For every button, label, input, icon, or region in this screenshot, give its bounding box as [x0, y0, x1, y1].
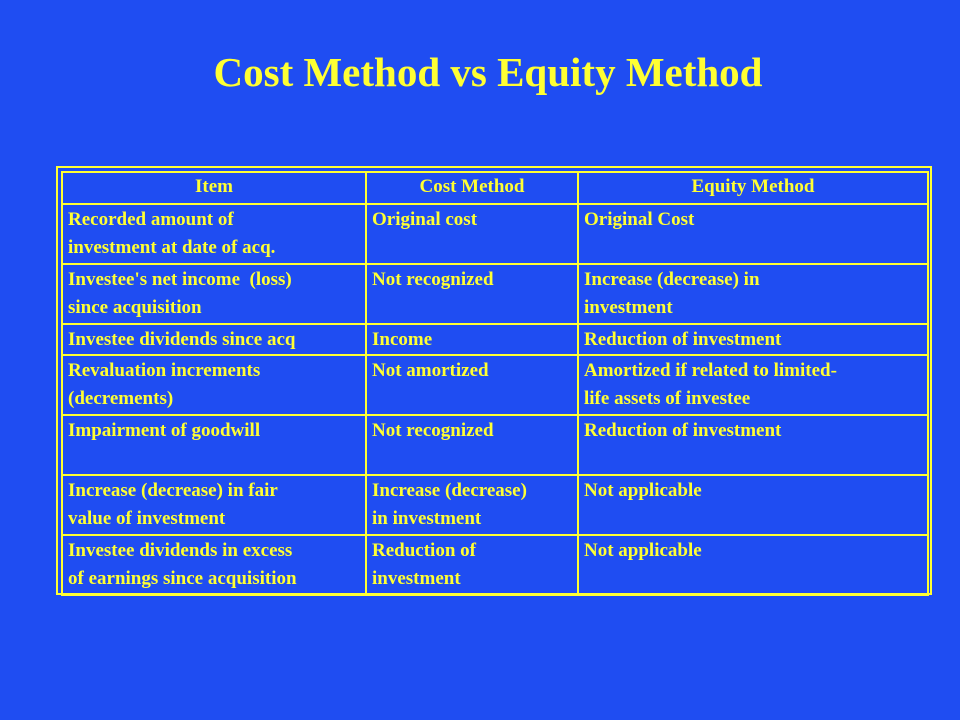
equity-method-cell: [578, 535, 928, 595]
table-row: [62, 204, 928, 264]
table-row: [62, 415, 928, 475]
item-cell: [62, 415, 366, 475]
item-cell: [62, 204, 366, 264]
table-header-row: [62, 172, 928, 204]
item-cell: [62, 535, 366, 595]
cell-line: Not applicable: [584, 540, 702, 561]
header-cost-method: Cost Method: [366, 172, 578, 204]
cell-line: Not amortized: [372, 360, 489, 381]
cell-line: Not applicable: [584, 480, 702, 501]
equity-method-cell: [578, 415, 928, 475]
table-row: [62, 324, 928, 355]
cell-line: value of investment: [68, 508, 226, 529]
cell-line: Reduction of: [372, 540, 476, 561]
item-cell: [62, 475, 366, 535]
cell-line: Investee dividends since acq: [68, 329, 296, 350]
cell-line: Original Cost: [584, 209, 695, 230]
cell-line: of earnings since acquisition: [68, 568, 297, 589]
equity-method-cell: [578, 324, 928, 355]
slide-title: Cost Method vs Equity Method: [213, 49, 763, 95]
table-row: [62, 355, 928, 415]
equity-method-cell: [578, 355, 928, 415]
cell-line: investment at date of acq.: [68, 237, 276, 258]
cell-line: Recorded amount of: [68, 209, 234, 230]
cell-line: in investment: [372, 508, 482, 529]
cell-line: (decrements): [68, 388, 174, 409]
comparison-table-frame: [56, 166, 932, 595]
cell-line: Investee's net income (loss): [68, 269, 292, 290]
item-cell: [62, 355, 366, 415]
cost-method-cell: [366, 264, 578, 324]
cell-line: Investee dividends in excess: [68, 540, 293, 561]
cost-method-cell: [366, 475, 578, 535]
header-item: Item: [62, 172, 366, 204]
cell-line: Not recognized: [372, 420, 494, 441]
cost-method-cell: [366, 204, 578, 264]
cost-method-cell: [366, 324, 578, 355]
table-row: [62, 475, 928, 535]
item-cell: [62, 324, 366, 355]
cell-line: Income: [372, 329, 433, 350]
cell-line: Original cost: [372, 209, 478, 230]
cell-line: Increase (decrease) in fair: [68, 480, 278, 501]
cell-line: investment: [584, 297, 673, 318]
cell-line: life assets of investee: [584, 388, 751, 409]
cell-line: Increase (decrease) in: [584, 269, 760, 290]
cell-line: Reduction of investment: [584, 420, 782, 441]
comparison-table: [61, 171, 929, 596]
equity-method-cell: [578, 204, 928, 264]
cell-line: investment: [372, 568, 461, 589]
cell-line: Revaluation increments: [68, 360, 261, 381]
equity-method-cell: [578, 475, 928, 535]
cell-line: Reduction of investment: [584, 329, 782, 350]
cell-line: Not recognized: [372, 269, 494, 290]
equity-method-cell: [578, 264, 928, 324]
cost-method-cell: [366, 415, 578, 475]
cost-method-cell: [366, 535, 578, 595]
cell-line: since acquisition: [68, 297, 202, 318]
table-row: [62, 264, 928, 324]
table-row: [62, 535, 928, 595]
cell-line: Increase (decrease): [372, 480, 527, 501]
header-equity-method: Equity Method: [578, 172, 928, 204]
cell-line: Impairment of goodwill: [68, 420, 261, 441]
cost-method-cell: [366, 355, 578, 415]
cell-line: Amortized if related to limited-: [584, 360, 837, 381]
item-cell: [62, 264, 366, 324]
